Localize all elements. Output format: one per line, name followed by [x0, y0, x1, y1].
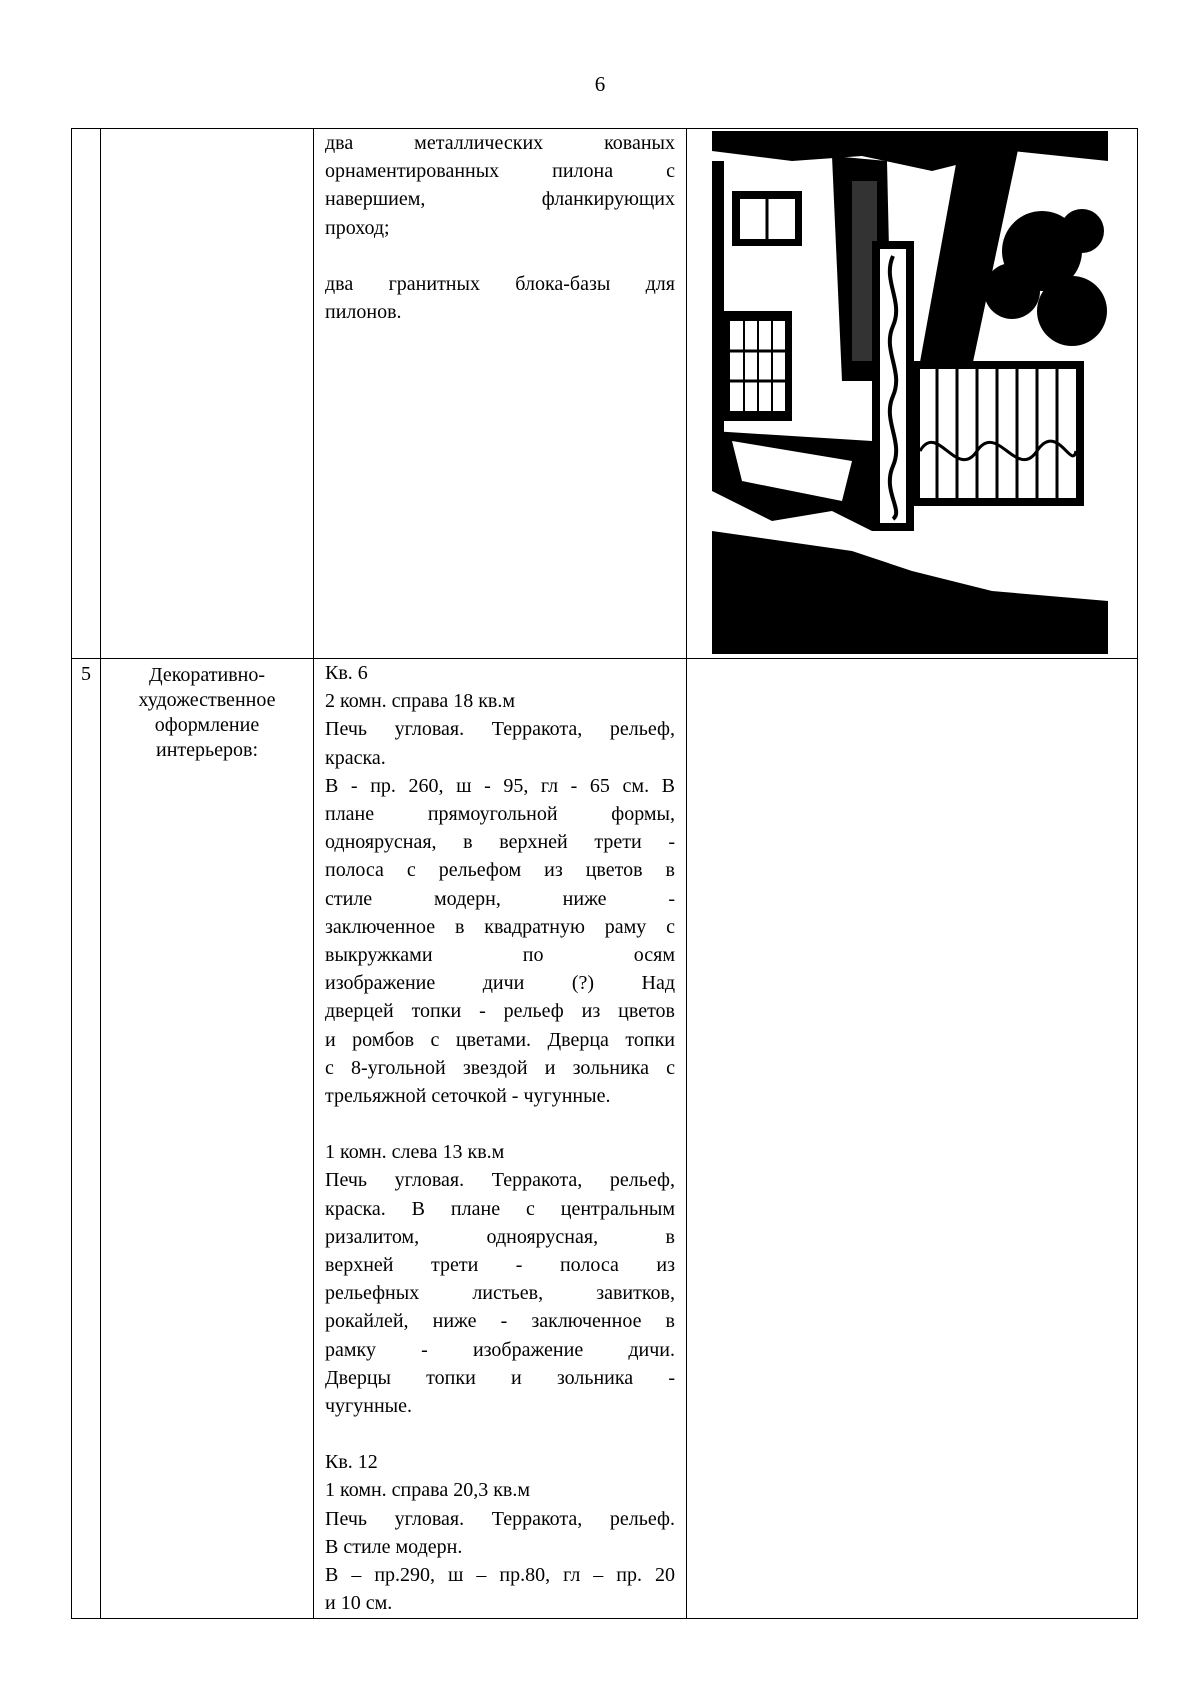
row-number-cell	[72, 129, 101, 659]
description-line: 2 комн. справа 18 кв.м	[325, 690, 516, 713]
description-line: одноярусная, в верхней трети -	[325, 831, 675, 854]
description-line: изображение дичи (?) Над	[325, 972, 675, 995]
description-line: и 10 см.	[325, 1592, 393, 1615]
description-line: проход;	[325, 216, 390, 239]
description-line: 1 комн. слева 13 кв.м	[325, 1141, 505, 1164]
row-number-cell: 5	[72, 659, 101, 1619]
description-line: дверцей топки - рельеф из цветов	[325, 1000, 675, 1023]
description-line: В – пр.290, ш – пр.80, гл – пр. 20	[325, 1564, 675, 1587]
description-line: рамку - изображение дичи.	[325, 1338, 675, 1361]
name-line: оформление	[154, 714, 260, 736]
row-photo-cell	[687, 129, 1138, 659]
description-line: В - пр. 260, ш - 95, гл - 65 см. В	[325, 774, 675, 797]
row-name-cell	[101, 129, 314, 659]
description-line: Печь угловая. Терракота, рельеф,	[325, 718, 675, 741]
description-line: рокайлей, ниже - заключенное в	[325, 1310, 675, 1333]
description-line: пилонов.	[325, 301, 402, 324]
row-photo-cell	[687, 659, 1138, 1619]
description-line: 1 комн. справа 20,3 кв.м	[325, 1479, 531, 1502]
description-line: Печь угловая. Терракота, рельеф,	[325, 1169, 675, 1192]
description-line: два гранитных блока-базы для	[325, 272, 675, 295]
description-line: Дверцы топки и зольника -	[325, 1366, 675, 1389]
description-line: полоса с рельефом из цветов в	[325, 859, 675, 882]
description-line: верхней трети - полоса из	[325, 1254, 675, 1277]
row-description-cell	[314, 129, 687, 659]
page-number: 6	[594, 72, 606, 96]
table-row	[72, 659, 1138, 1619]
description-line: два металлических кованых	[325, 132, 675, 154]
wrought-iron-gate-photo	[712, 131, 1108, 654]
description-line: с 8-угольной звездой и зольника с	[325, 1056, 675, 1079]
table-row	[72, 129, 1138, 659]
description-line: чугунные.	[325, 1395, 412, 1418]
description-line: ризалитом, одноярусная, в	[325, 1225, 675, 1248]
description-line: стиле модерн, ниже -	[325, 887, 675, 910]
description-line: В стиле модерн.	[325, 1535, 463, 1558]
description-line: выкружками по осям	[325, 944, 675, 967]
row-description-cell	[314, 659, 687, 1619]
description-line: орнаментированных пилона с	[325, 160, 675, 183]
description-line: трельяжной сеточкой - чугунные.	[325, 1085, 611, 1108]
description-line: краска. В плане с центральным	[325, 1197, 675, 1220]
description-line: и ромбов с цветами. Дверца топки	[325, 1028, 675, 1051]
description-line: Кв. 6	[325, 662, 368, 684]
description-line: Кв. 12	[325, 1451, 378, 1474]
description-line: рельефных листьев, завитков,	[325, 1282, 675, 1305]
description-line: заключенное в квадратную раму с	[325, 915, 675, 938]
description-line: краска.	[325, 746, 386, 769]
description-line: плане прямоугольной формы,	[325, 803, 675, 826]
name-line: художественное	[138, 689, 276, 711]
description-line: навершием, фланкирующих	[325, 188, 675, 211]
description-line: Печь угловая. Терракота, рельеф.	[325, 1507, 675, 1530]
name-line: Декоративно-	[148, 664, 266, 686]
object-table	[71, 128, 1138, 1619]
name-line: интерьеров:	[155, 739, 259, 761]
row-name-cell	[101, 659, 314, 1619]
